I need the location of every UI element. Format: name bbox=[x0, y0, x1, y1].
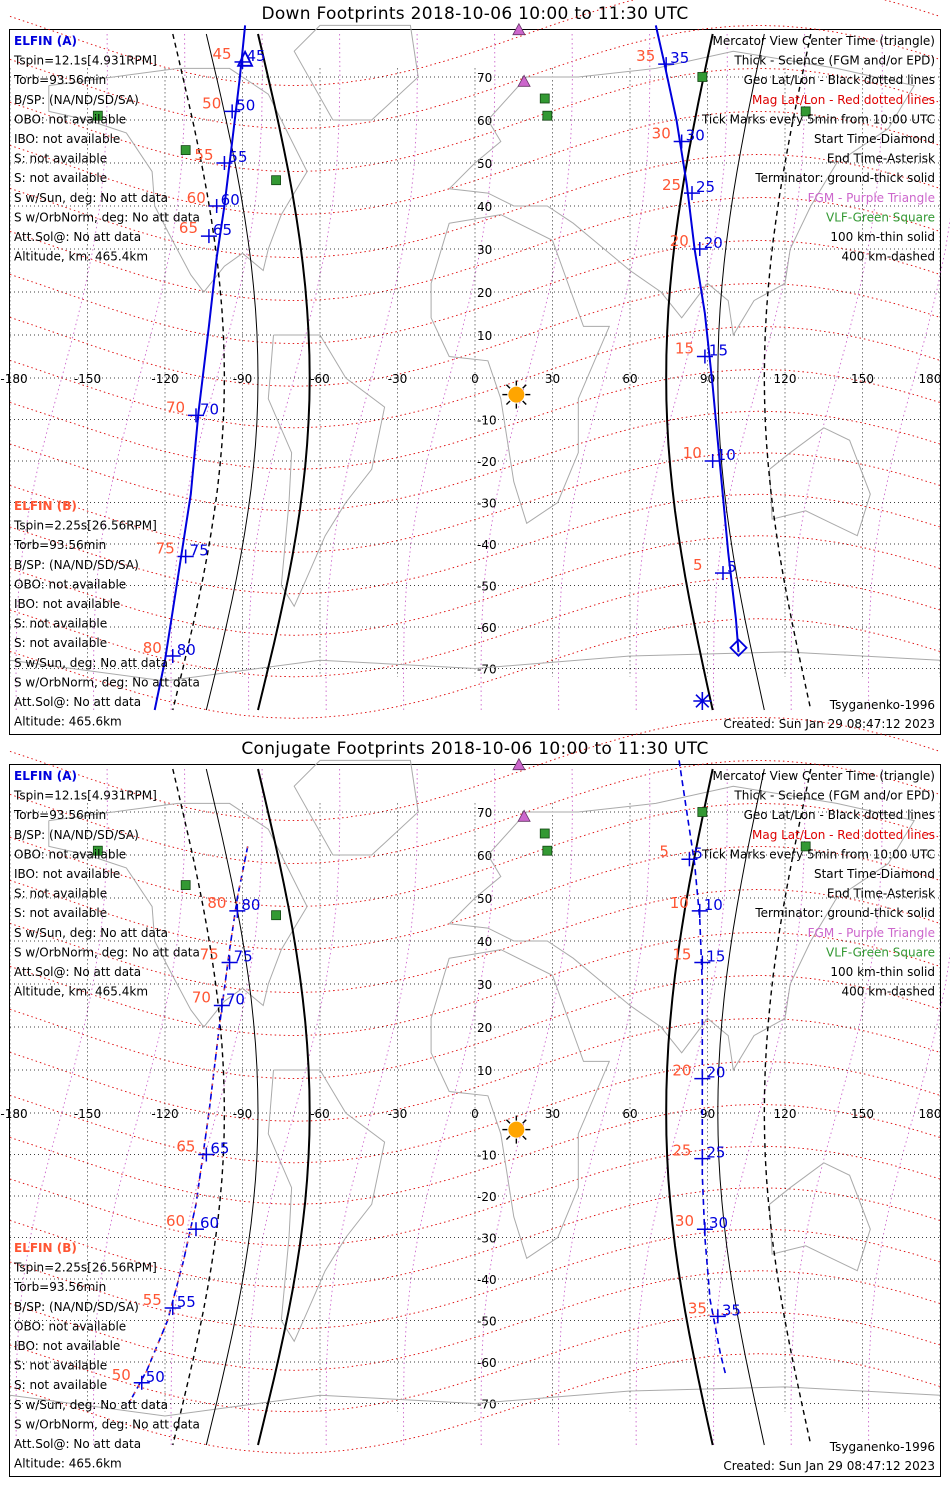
track-tick-label-b: 30 bbox=[674, 1212, 695, 1231]
x-tick-label: -90 bbox=[232, 1107, 253, 1121]
track-tick-label: 5 bbox=[693, 844, 703, 863]
x-tick-label: 150 bbox=[851, 372, 874, 386]
track-tick-label-b: 20 bbox=[669, 232, 689, 250]
track-tick-label: 5 bbox=[727, 558, 737, 577]
legend-elfin-a-line: Torb=93.56min bbox=[14, 808, 107, 823]
track-tick-label: 30 bbox=[708, 1214, 729, 1233]
track-tick-label-b: 5 bbox=[659, 842, 669, 861]
legend-elfin-b-line: IBO: not available bbox=[14, 1339, 121, 1353]
track-tick-label-b: 70 bbox=[191, 988, 211, 1007]
legend-key-line: Thick - Science (FGM and/or EPD) bbox=[734, 788, 935, 803]
x-tick-label: 60 bbox=[622, 372, 638, 386]
legend-elfin-b-line: S: not available bbox=[14, 616, 108, 631]
conjugate-footprints-title: Conjugate Footprints 2018-10-06 10:00 to 11:30 UTC bbox=[241, 739, 709, 759]
legend-elfin-a-line: S: not available bbox=[14, 886, 108, 901]
track-tick-label-b: 55 bbox=[142, 1291, 162, 1310]
legend-elfin-b-line: S: not available bbox=[14, 636, 108, 651]
conjugate-footprints-map bbox=[0, 764, 942, 1477]
x-tick-label: -120 bbox=[151, 1107, 179, 1121]
legend-key-line: Tick Marks every 5min from 10:00 UTC bbox=[701, 847, 935, 862]
legend-key-line: 400 km-dashed bbox=[841, 984, 935, 999]
legend-elfin-a-line: OBO: not available bbox=[14, 847, 127, 862]
legend-elfin-b-line: S w/OrbNorm, deg: No att data bbox=[14, 675, 200, 690]
track-tick-label: 15 bbox=[706, 947, 726, 966]
track-tick-label: 10 bbox=[716, 446, 736, 464]
x-tick-label: -60 bbox=[310, 1107, 330, 1121]
legend-key-line: 400 km-dashed bbox=[841, 249, 935, 264]
x-tick-label: -120 bbox=[151, 372, 179, 386]
x-tick-label: 0 bbox=[471, 1107, 479, 1121]
x-tick-label: 30 bbox=[544, 372, 561, 386]
legend-elfin-b-line: S w/OrbNorm, deg: No att data bbox=[14, 1417, 200, 1432]
legend-elfin-b-line: IBO: not available bbox=[14, 597, 121, 611]
y-tick-label: 70 bbox=[477, 71, 493, 85]
model-label: Tsyganenko-1996 bbox=[829, 1440, 935, 1454]
down-footprints-title: Down Footprints 2018-10-06 10:00 to 11:30 UTC bbox=[261, 4, 689, 24]
legend-elfin-b-line: B/SP: (NA/ND/SD/SA) bbox=[14, 1299, 139, 1314]
legend-elfin-b-line: Altitude: 465.6km bbox=[14, 1456, 122, 1471]
legend-key-line: Terminator: ground-thick solid bbox=[755, 171, 935, 186]
legend-elfin-a-line: Altitude, km: 465.4km bbox=[14, 249, 149, 264]
legend-elfin-b-line: S w/Sun, deg: No att data bbox=[14, 655, 168, 670]
y-tick-label: 30 bbox=[477, 978, 493, 992]
y-tick-label: -70 bbox=[477, 1397, 497, 1412]
legend-elfin-a-line: S: not available bbox=[14, 171, 108, 186]
legend-elfin-a-line: OBO: not available bbox=[14, 112, 127, 127]
x-tick-label: -30 bbox=[387, 372, 408, 386]
track-tick-label: 60 bbox=[200, 1214, 220, 1233]
y-tick-label: -50 bbox=[477, 1314, 497, 1329]
track-tick-label-b: 15 bbox=[674, 339, 695, 358]
legend-key-line: Mag Lat/Lon - Red dotted lines bbox=[751, 92, 935, 107]
track-tick-label-b: 75 bbox=[155, 539, 175, 558]
track-tick-label: 35 bbox=[721, 1301, 741, 1320]
legend-key-line: End Time-Asterisk bbox=[826, 151, 935, 166]
y-tick-label: -30 bbox=[477, 1231, 497, 1246]
legend-elfin-a-line: Att.Sol@: No att data bbox=[14, 230, 142, 244]
legend-key-line: FGM - Purple Triangle bbox=[807, 190, 935, 205]
legend-elfin-b-line: OBO: not available bbox=[14, 577, 127, 592]
track-tick-label-b: 10 bbox=[669, 893, 689, 912]
legend-elfin-b-line: S w/Sun, deg: No att data bbox=[14, 1397, 168, 1412]
track-tick-label-b: 35 bbox=[687, 1299, 707, 1318]
track-tick-label: 10 bbox=[703, 895, 723, 914]
legend-elfin-a-line: S w/Sun, deg: No att data bbox=[14, 190, 168, 205]
x-tick-label: 30 bbox=[544, 1107, 561, 1121]
y-tick-label: 60 bbox=[477, 849, 493, 863]
legend-key-line: VLF-Green Square bbox=[826, 945, 935, 960]
legend-elfin-a-line: B/SP: (NA/ND/SD/SA) bbox=[14, 827, 139, 842]
y-tick-label: -60 bbox=[477, 621, 497, 635]
x-tick-label: 120 bbox=[773, 372, 797, 386]
vlf-square-marker bbox=[272, 176, 281, 185]
legend-key-line: 100 km-thin solid bbox=[830, 230, 935, 244]
track-tick-label-b: 50 bbox=[111, 1365, 131, 1384]
legend-elfin-a-line: S w/Sun, deg: No att data bbox=[14, 925, 168, 940]
y-tick-label: -70 bbox=[477, 662, 497, 677]
track-tick-label: 80 bbox=[176, 641, 196, 660]
legend-key-line: Terminator: ground-thick solid bbox=[755, 906, 935, 921]
track-tick-label: 70 bbox=[200, 400, 220, 419]
legend-elfin-b-line: OBO: not available bbox=[14, 1319, 127, 1334]
track-tick-label: 25 bbox=[706, 1143, 726, 1162]
x-tick-label: -30 bbox=[387, 1107, 408, 1121]
track-tick-label: 60 bbox=[220, 191, 240, 209]
track-tick-label: 70 bbox=[225, 990, 245, 1009]
y-tick-label: 20 bbox=[477, 286, 493, 300]
track-tick-label-b: 45 bbox=[212, 44, 232, 63]
legend-elfin-a-line: S w/OrbNorm, deg: No att data bbox=[14, 945, 200, 960]
track-tick-label-b: 5 bbox=[693, 556, 703, 575]
legend-key-line: End Time-Asterisk bbox=[826, 886, 935, 901]
legend-elfin-b-line: Torb=93.56min bbox=[14, 538, 107, 553]
legend-elfin-a-line: S w/OrbNorm, deg: No att data bbox=[14, 210, 200, 225]
legend-key-line: Geo Lat/Lon - Black dotted lines bbox=[743, 808, 935, 823]
vlf-square-marker bbox=[698, 808, 707, 817]
legend-elfin-b-line: Att.Sol@: No att data bbox=[14, 695, 142, 709]
x-tick-label: -180 bbox=[0, 1107, 28, 1121]
legend-elfin-a-line: Torb=93.56min bbox=[14, 73, 107, 88]
track-tick-label-b: 10 bbox=[682, 444, 702, 462]
x-tick-label: -150 bbox=[73, 372, 102, 386]
track-tick-label-b: 50 bbox=[202, 94, 222, 113]
x-tick-label: 0 bbox=[471, 372, 479, 386]
legend-elfin-a-line: Tspin=12.1s[4.931RPM] bbox=[14, 53, 157, 68]
legend-elfin-a-line: Tspin=12.1s[4.931RPM] bbox=[14, 788, 157, 803]
track-tick-label-b: 80 bbox=[142, 639, 162, 658]
track-tick-label-b: 55 bbox=[194, 146, 214, 164]
legend-key-line: 100 km-thin solid bbox=[830, 965, 935, 979]
legend-key-line: Mercator View Center Time (triangle) bbox=[712, 769, 935, 783]
vlf-square-marker bbox=[181, 146, 190, 155]
track-tick-label: 75 bbox=[189, 541, 209, 560]
vlf-square-marker bbox=[543, 111, 552, 120]
track-tick-label: 55 bbox=[176, 1293, 196, 1312]
track-tick-label-b: 75 bbox=[199, 945, 219, 964]
track-tick-label: 20 bbox=[706, 1063, 726, 1082]
y-tick-label: 20 bbox=[477, 1021, 493, 1035]
y-tick-label: -10 bbox=[477, 413, 497, 428]
y-tick-label: 50 bbox=[477, 157, 493, 171]
y-tick-label: -50 bbox=[477, 579, 497, 594]
x-tick-label: -150 bbox=[73, 1107, 102, 1121]
legend-key-line: Start Time-Diamond bbox=[813, 132, 935, 146]
legend-elfin-b-line: Att.Sol@: No att data bbox=[14, 1437, 142, 1451]
down-footprints-map bbox=[0, 29, 942, 735]
y-tick-label: 10 bbox=[477, 1064, 493, 1078]
vlf-square-marker bbox=[698, 73, 707, 82]
x-tick-label: 180 bbox=[918, 1107, 942, 1121]
track-tick-label: 45 bbox=[246, 46, 266, 65]
vlf-square-marker bbox=[272, 911, 281, 920]
y-tick-label: -40 bbox=[477, 538, 497, 552]
created-timestamp: Created: Sun Jan 29 08:47:12 2023 bbox=[723, 717, 935, 731]
legend-key-line: Mag Lat/Lon - Red dotted lines bbox=[751, 827, 935, 842]
x-tick-label: 150 bbox=[851, 1107, 874, 1121]
legend-elfin-a-line: S: not available bbox=[14, 906, 108, 921]
y-tick-label: -30 bbox=[477, 496, 497, 511]
legend-elfin-a-line: Att.Sol@: No att data bbox=[14, 965, 142, 979]
track-tick-label: 50 bbox=[236, 96, 256, 115]
y-tick-label: 40 bbox=[477, 200, 493, 214]
track-tick-label: 30 bbox=[685, 126, 705, 145]
created-timestamp: Created: Sun Jan 29 08:47:12 2023 bbox=[723, 1459, 935, 1473]
x-tick-label: -60 bbox=[310, 372, 330, 386]
legend-key-line: FGM - Purple Triangle bbox=[807, 925, 935, 940]
legend-elfin-b-line: ELFIN (B) bbox=[14, 1241, 77, 1255]
track-tick-label-b: 30 bbox=[651, 124, 671, 143]
y-tick-label: 30 bbox=[477, 243, 493, 257]
y-tick-label: -10 bbox=[477, 1148, 497, 1163]
legend-key-line: Start Time-Diamond bbox=[813, 867, 935, 881]
legend-elfin-b-line: B/SP: (NA/ND/SD/SA) bbox=[14, 557, 139, 572]
x-tick-label: 90 bbox=[699, 372, 716, 386]
x-tick-label: 180 bbox=[918, 372, 942, 386]
legend-key-line: VLF-Green Square bbox=[826, 210, 935, 225]
legend-elfin-b-line: Torb=93.56min bbox=[14, 1280, 107, 1295]
legend-elfin-a-line: B/SP: (NA/ND/SD/SA) bbox=[14, 92, 139, 107]
track-tick-label-b: 25 bbox=[662, 176, 682, 195]
legend-elfin-b-line: S: not available bbox=[14, 1358, 108, 1373]
y-tick-label: -40 bbox=[477, 1273, 497, 1287]
x-tick-label: 60 bbox=[622, 1107, 638, 1121]
y-tick-label: 50 bbox=[477, 892, 493, 906]
track-tick-label: 25 bbox=[696, 178, 716, 197]
track-tick-label-b: 35 bbox=[636, 47, 656, 66]
track-tick-label-b: 80 bbox=[207, 893, 227, 912]
y-tick-label: -20 bbox=[477, 1190, 497, 1204]
track-tick-label-b: 60 bbox=[186, 189, 206, 207]
track-tick-label-b: 70 bbox=[166, 398, 186, 417]
track-tick-label: 20 bbox=[703, 234, 723, 252]
legend-elfin-a-line: Altitude, km: 465.4km bbox=[14, 984, 149, 999]
legend-key-line: Geo Lat/Lon - Black dotted lines bbox=[743, 73, 935, 88]
y-tick-label: -60 bbox=[477, 1356, 497, 1370]
x-tick-label: -90 bbox=[232, 372, 253, 386]
x-tick-label: 120 bbox=[773, 1107, 797, 1121]
legend-elfin-b-line: ELFIN (B) bbox=[14, 499, 77, 513]
vlf-square-marker bbox=[181, 881, 190, 890]
y-tick-label: -20 bbox=[477, 455, 497, 469]
track-tick-label-b: 65 bbox=[176, 1137, 196, 1156]
x-tick-label: 90 bbox=[699, 1107, 716, 1121]
model-label: Tsyganenko-1996 bbox=[829, 698, 935, 712]
track-tick-label: 65 bbox=[212, 221, 233, 240]
legend-key-line: Tick Marks every 5min from 10:00 UTC bbox=[701, 112, 935, 127]
legend-elfin-b-line: S: not available bbox=[14, 1378, 108, 1393]
track-tick-label: 50 bbox=[145, 1367, 165, 1386]
y-tick-label: 60 bbox=[477, 114, 493, 128]
track-tick-label-b: 25 bbox=[672, 1141, 692, 1160]
legend-key-line: Thick - Science (FGM and/or EPD) bbox=[734, 53, 935, 68]
sun-icon bbox=[508, 1122, 524, 1138]
track-tick-label: 55 bbox=[228, 148, 248, 166]
track-tick-label-b: 65 bbox=[178, 219, 199, 238]
track-tick-label: 15 bbox=[708, 341, 729, 360]
vlf-square-marker bbox=[540, 829, 549, 838]
track-tick-label: 80 bbox=[241, 895, 261, 914]
y-tick-label: 10 bbox=[477, 329, 493, 343]
y-tick-label: 40 bbox=[477, 935, 493, 949]
x-tick-label: -180 bbox=[0, 372, 28, 386]
vlf-square-marker bbox=[543, 846, 552, 855]
legend-elfin-a-line: S: not available bbox=[14, 151, 108, 166]
track-tick-label-b: 20 bbox=[672, 1061, 692, 1080]
legend-elfin-a-line: ELFIN (A) bbox=[14, 34, 77, 48]
legend-elfin-a-line: IBO: not available bbox=[14, 867, 121, 881]
legend-elfin-b-line: Altitude: 465.6km bbox=[14, 714, 122, 729]
track-tick-label: 75 bbox=[233, 947, 253, 966]
legend-key-line: Mercator View Center Time (triangle) bbox=[712, 34, 935, 48]
vlf-square-marker bbox=[540, 94, 549, 103]
legend-elfin-a-line: ELFIN (A) bbox=[14, 769, 77, 783]
legend-elfin-a-line: IBO: not available bbox=[14, 132, 121, 146]
track-tick-label: 35 bbox=[670, 49, 690, 68]
track-tick-label-b: 60 bbox=[166, 1212, 186, 1231]
sun-icon bbox=[508, 387, 524, 403]
legend-elfin-b-line: Tspin=2.25s[26.56RPM] bbox=[14, 1260, 157, 1275]
legend-elfin-b-line: Tspin=2.25s[26.56RPM] bbox=[14, 518, 157, 533]
track-tick-label-b: 15 bbox=[672, 945, 692, 964]
y-tick-label: 70 bbox=[477, 806, 493, 820]
track-tick-label: 65 bbox=[210, 1139, 230, 1158]
